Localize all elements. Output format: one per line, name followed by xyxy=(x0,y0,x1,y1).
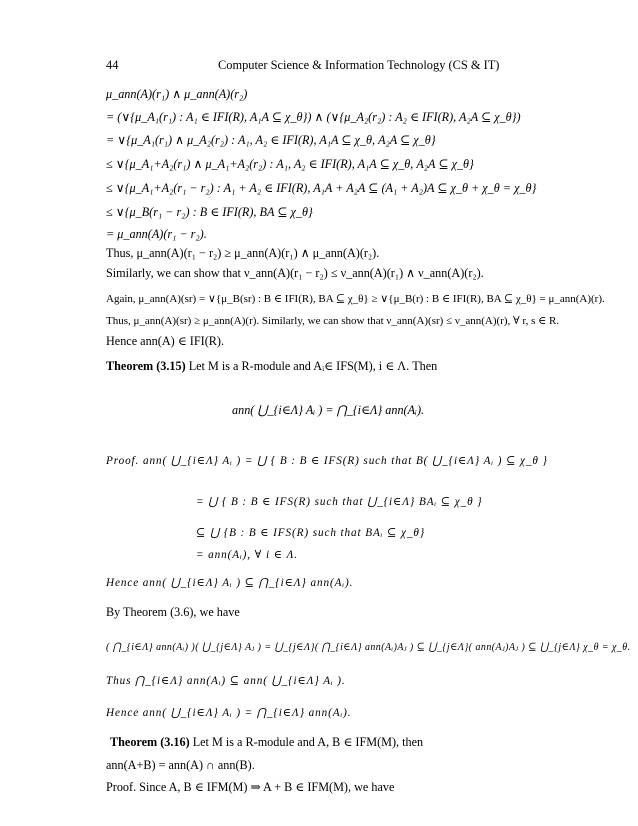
theorem-heading: Theorem (3.15) Let M is a R-module and Aᵢ∈ IFS(M), i ∈ Λ. Then xyxy=(106,359,438,373)
running-title: Computer Science & Information Technology (CS & IT) xyxy=(218,58,500,72)
equation-line: = μ_ann(A)(r₁ − r₂). xyxy=(106,227,207,241)
text-line: Again, μ_ann(A)(sr) = ∨{μ_B(sr) : B ∈ IFI(R), BA ⊆ χ_θ} ≥ ∨{μ_B(r) : B ∈ IFI(R), BA ⊆ χ_θ} = μ_ann(A)(r). xyxy=(106,293,605,305)
text-line: ann(A+B) = ann(A) ∩ ann(B). xyxy=(106,758,255,772)
text-line: By Theorem (3.6), we have xyxy=(106,605,240,619)
proof-line: Thus ⋂_{i∈Λ} ann(Aᵢ) ⊆ ann( ⋃_{i∈Λ} Aᵢ ). xyxy=(106,675,346,687)
equation-line: = (∨{μ_A₁(r₁) : A₁ ∈ IFI(R), A₁A ⊆ χ_θ}) ∧ (∨{μ_A₂(r₂) : A₂ ∈ IFI(R), A₂A ⊆ χ_θ}) xyxy=(106,110,521,124)
proof-line: = ann(Aᵢ), ∀ i ∈ Λ. xyxy=(196,549,298,561)
proof-line: ⊆ ⋃ {B : B ∈ IFS(R) such that BAᵢ ⊆ χ_θ} xyxy=(196,527,426,539)
text-line: Thus, μ_ann(A)(r₁ − r₂) ≥ μ_ann(A)(r₁) ∧ μ_ann(A)(r₂). xyxy=(106,246,380,260)
equation-line: ≤ ∨{μ_A₁+A₂(r₁) ∧ μ_A₁+A₂(r₂) : A₁, A₂ ∈ IFI(R), A₁A ⊆ χ_θ, A₂A ⊆ χ_θ} xyxy=(106,157,474,171)
equation-line: ≤ ∨{μ_A₁+A₂(r₁ − r₂) : A₁ + A₂ ∈ IFI(R), A₁A + A₂A ⊆ (A₁ + A₂)A ⊆ χ_θ + χ_θ = χ_θ} xyxy=(106,181,537,195)
equation-line: = ∨{μ_A₁(r₁) ∧ μ_A₂(r₂) : A₁, A₂ ∈ IFI(R), A₁A ⊆ χ_θ, A₂A ⊆ χ_θ} xyxy=(106,133,436,147)
display-equation: ann( ⋃_{i∈Λ} Aᵢ ) = ⋂_{i∈Λ} ann(Aᵢ). xyxy=(232,403,425,417)
text-line: Similarly, we can show that ν_ann(A)(r₁ − r₂) ≤ ν_ann(A)(r₁) ∧ ν_ann(A)(r₂). xyxy=(106,266,484,280)
proof-line: Proof. ann( ⋃_{i∈Λ} Aᵢ ) = ⋃ { B : B ∈ IFS(R) such that B( ⋃_{i∈Λ} Aᵢ ) ⊆ χ_θ } xyxy=(106,455,548,467)
equation-line: ≤ ∨{μ_B(r₁ − r₂) : B ∈ IFI(R), BA ⊆ χ_θ} xyxy=(106,205,313,219)
equation-line: μ_ann(A)(r₁) ∧ μ_ann(A)(r₂) xyxy=(106,87,248,101)
text-line: Proof. Since A, B ∈ IFM(M) ⇒ A + B ∈ IFM(M), we have xyxy=(106,780,395,794)
text-line: Thus, μ_ann(A)(sr) ≥ μ_ann(A)(r). Similarly, we can show that ν_ann(A)(sr) ≤ ν_ann(A)(r), ∀ r, s ∈ R. xyxy=(106,315,560,327)
page-number: 44 xyxy=(106,58,119,72)
text-line: Hence ann(A) ∈ IFI(R). xyxy=(106,334,224,348)
proof-line: ( ⋂_{i∈Λ} ann(Aᵢ) )( ⋃_{j∈Λ} Aⱼ ) = ⋃_{j∈Λ}( ⋂_{i∈Λ} ann(Aᵢ)Aⱼ ) ⊆ ⋃_{j∈Λ}( ann(Aⱼ)Aⱼ ) ⊆ ⋃_{j∈Λ} χ_θ = χ_θ. xyxy=(106,642,631,653)
theorem-heading: Theorem (3.16) Let M is a R-module and A, B ∈ IFM(M), then xyxy=(110,735,424,749)
proof-line: Hence ann( ⋃_{i∈Λ} Aᵢ ) ⊆ ⋂_{i∈Λ} ann(Aᵢ). xyxy=(106,577,354,589)
proof-line: Hence ann( ⋃_{i∈Λ} Aᵢ ) = ⋂_{i∈Λ} ann(Aᵢ). xyxy=(106,707,352,719)
proof-line: = ⋃ { B : B ∈ IFS(R) such that ⋃_{i∈Λ} BAᵢ ⊆ χ_θ } xyxy=(196,496,483,508)
